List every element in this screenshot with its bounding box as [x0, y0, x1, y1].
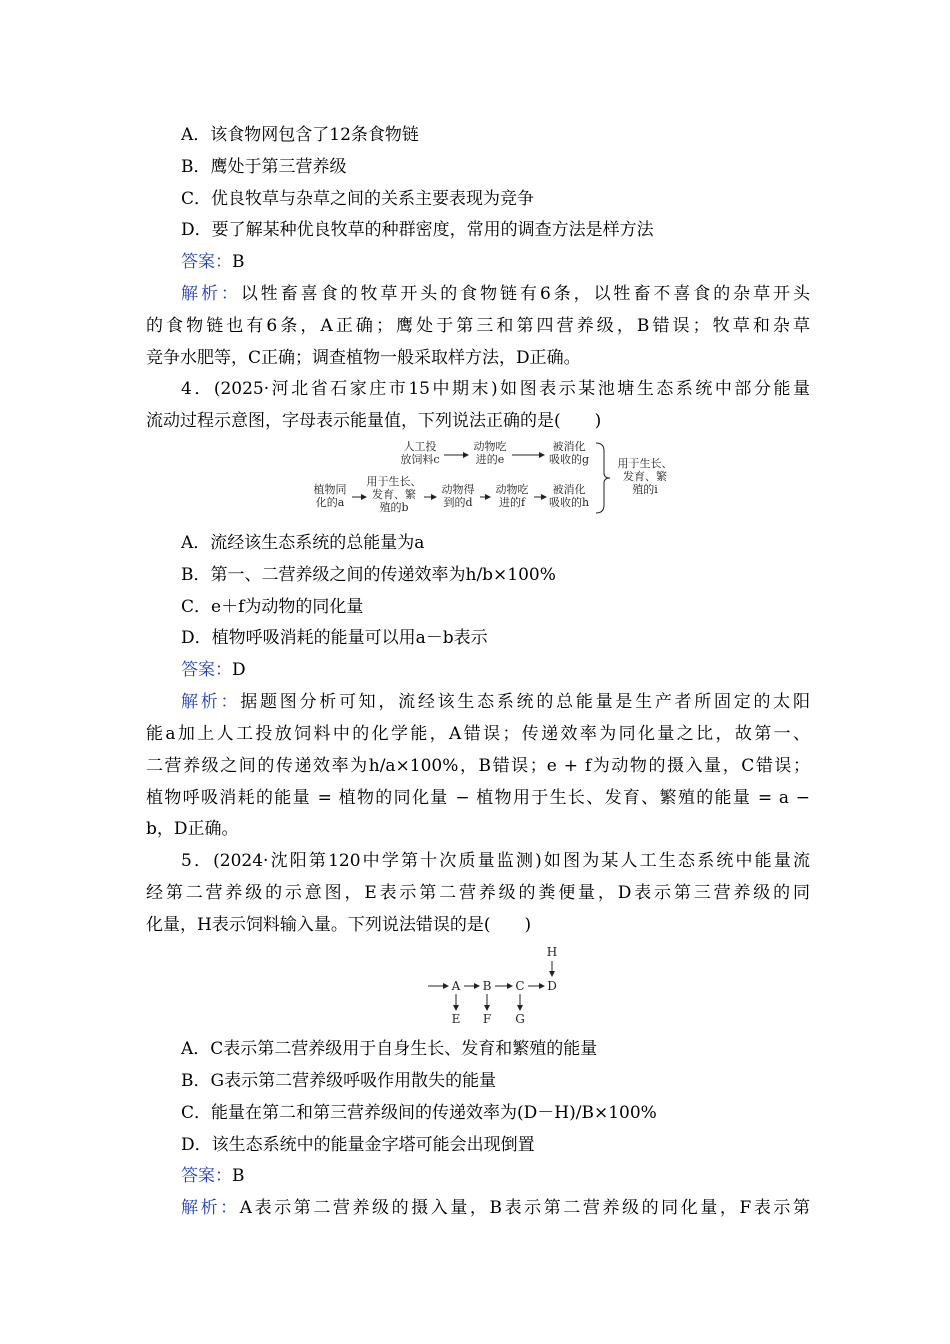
node-f: 动物吃进的f [495, 483, 529, 509]
q4-analysis-line: 二营养级之间的传递效率为h/a×100%，B错误；e + f为动物的摄入量，C错误； [146, 756, 810, 776]
node-g: 被消化吸收的g [548, 440, 590, 466]
q4-analysis-line: 植物呼吸消耗的能量 = 植物的同化量 − 植物用于生长、发育、繁殖的能量 = a − [146, 788, 810, 808]
energy-flow-diagram [300, 437, 680, 519]
q3-option-a: A．该食物网包含了12条食物链 [181, 125, 419, 145]
q3-analysis-line: 竞争水肥等，C正确；调查植物一般采取样方法，D正确。 [146, 348, 581, 368]
q5-option-c: C．能量在第二和第三营养级间的传递效率为(D－H)/B×100% [181, 1103, 657, 1123]
q4-option-d: D．植物呼吸消耗的能量可以用a－b表示 [181, 628, 488, 648]
q4-option-c: C．e＋f为动物的同化量 [181, 597, 364, 617]
node-a: 植物同化的a [313, 483, 347, 509]
q5-option-b: B．G表示第二营养级呼吸作用散失的能量 [181, 1071, 497, 1091]
q3-option-c: C．优良牧草与杂草之间的关系主要表现为竞争 [181, 189, 535, 209]
node-h: H [546, 945, 558, 959]
analysis-text: A表示第二营养级的摄入量，B表示第二营养级的同化量，F表示第 [239, 1198, 810, 1218]
q3-option-d: D．要了解某种优良牧草的种群密度，常用的调查方法是样方法 [181, 220, 654, 240]
q4-option-b: B．第一、二营养级之间的传递效率为h/b×100% [181, 565, 556, 585]
answer-label: 答案： [181, 252, 232, 272]
q5-option-a: A．C表示第二营养级用于自身生长、发育和繁殖的能量 [181, 1039, 598, 1059]
node-a: A [451, 979, 461, 993]
node-b: 用于生长、发育、繁殖的b [366, 475, 422, 514]
node-h: 被消化吸收的h [548, 483, 590, 509]
second-trophic-diagram [424, 942, 574, 1026]
analysis-text: 据题图分析可知，流经该生态系统的总能量是生产者所固定的太阳 [240, 692, 811, 712]
node-i: 用于生长、发育、繁殖的i [617, 457, 673, 496]
q4-analysis [181, 691, 810, 713]
node-g: G [515, 1012, 525, 1026]
q3-analysis [181, 283, 810, 305]
q5-stem: 5．(2024·沈阳第120中学第十次质量监测)如图为某人工生态系统中能量流 [181, 851, 810, 871]
q3-option-b: B．鹰处于第三营养级 [181, 157, 347, 177]
analysis-label: 解析： [181, 692, 241, 712]
q5-option-d: D．该生态系统中的能量金字塔可能会出现倒置 [181, 1135, 535, 1155]
node-f: F [482, 1012, 492, 1026]
q4-stem: 流动过程示意图，字母表示能量值，下列说法正确的是( ) [146, 411, 602, 431]
q4-analysis-line: b，D正确。 [146, 819, 239, 839]
q5-analysis [181, 1197, 810, 1219]
answer-value: B [232, 252, 245, 272]
node-d: 动物得到的d [441, 483, 475, 509]
node-e: 动物吃进的e [473, 440, 507, 466]
node-c: C [515, 979, 525, 993]
q4-answer [181, 659, 845, 681]
q5-stem: 化量，H表示饲料输入量。下列说法错误的是( ) [146, 915, 532, 935]
q3-analysis-line: 的食物链也有6条，A正确；鹰处于第三和第四营养级，B错误；牧草和杂草 [146, 316, 810, 336]
node-d: D [547, 979, 557, 993]
answer-value: D [232, 660, 246, 680]
analysis-label: 解析： [181, 1198, 240, 1218]
analysis-text: 以牲畜喜食的牧草开头的食物链有6条，以牲畜不喜食的杂草开头 [240, 284, 810, 304]
q4-analysis-line: 能a加上人工投放饲料中的化学能，A错误；传递效率为同化量之比，故第一、 [146, 724, 810, 744]
answer-label: 答案： [181, 660, 232, 680]
q5-answer [181, 1165, 845, 1187]
node-b: B [482, 979, 492, 993]
node-c: 人工投放饲料c [400, 440, 440, 466]
q3-answer [181, 251, 845, 273]
node-e: E [451, 1012, 461, 1026]
analysis-label: 解析： [181, 284, 241, 304]
answer-value: B [232, 1166, 245, 1186]
q4-option-a: A．流经该生态系统的总能量为a [181, 533, 425, 553]
q4-stem: 4．(2025·河北省石家庄市15中期末)如图表示某池塘生态系统中部分能量 [181, 379, 810, 399]
q5-stem: 经第二营养级的示意图，E表示第二营养级的粪便量，D表示第三营养级的同 [146, 883, 810, 903]
answer-label: 答案： [181, 1166, 232, 1186]
